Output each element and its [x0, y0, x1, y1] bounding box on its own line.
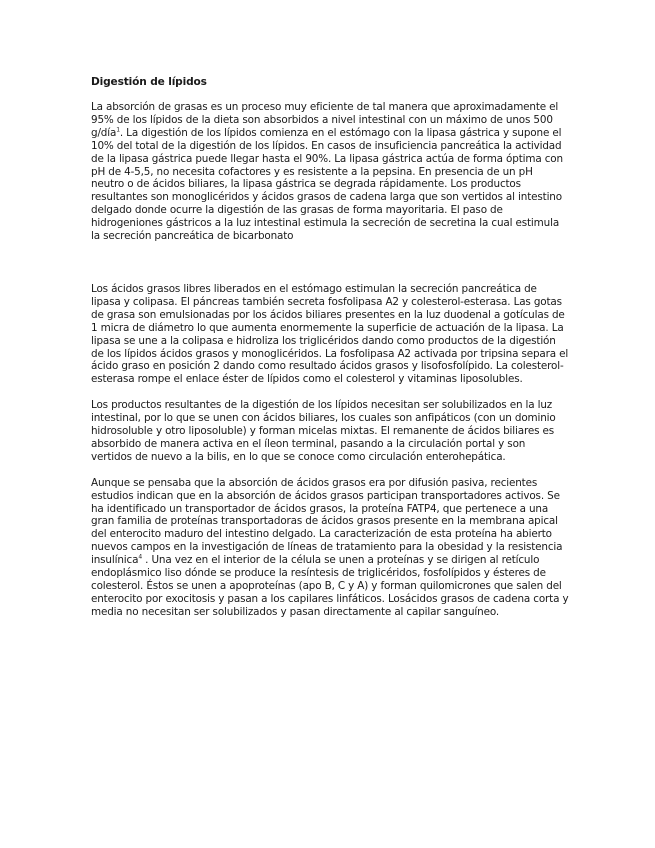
- paragraph-4: [91, 477, 569, 619]
- paragraph-4-text-cont: . Una vez en el interior de la célula se unen a proteínas y se dirigen al retículo endoplásmico liso dónde se produce la resíntesis de triglicéridos, fosfolípidos y ésteres de colesterol. Éstos se unen a apoproteínas (apo B, C y A) y forman quilomicrones que salen del enterocito por exocitosis y pasan a los capilares linfáticos. Losácidos grasos de cadena corta y media no necesitan ser solubilizados y pasan directamente al capilar sanguíneo.: [91, 554, 569, 618]
- footnote-ref-1: 1: [116, 126, 120, 134]
- footnote-ref-4: 4: [138, 553, 142, 561]
- paragraph-1-text: La absorción de grasas es un proceso muy eficiente de tal manera que aproximadamente el 95% de los lípidos de la dieta son absorbidos a nivel intestinal con un máximo de unos 500 g/día: [91, 101, 559, 139]
- paragraph-1-text-cont: . La digestión de los lípidos comienza en el estómago con la lipasa gástrica y supone el 10% del total de la digestión de los lípidos. En casos de insuficiencia pancreática la actividad de la lipasa gástrica puede llegar hasta el 90%. La lipasa gástrica actúa de forma óptima con pH de 4-5,5, no necesita cofactores y es resistente a la pepsina. En presencia de un pH neutro o de ácidos biliares, la lipasa gástrica se degrada rápidamente. Los productos resultantes son monoglicéridos y ácidos grasos de cadena larga que son vertidos al intestino delgado donde ocurre la digestión de las grasas de forma mayoritaria. El paso de hidrogeniones gástricos a la luz intestinal estimula la secreción de secretina la cual estimula la secreción pancreática de bicarbonato: [91, 126, 563, 243]
- document-title: Digestión de lípidos: [91, 76, 207, 88]
- paragraph-3: Los productos resultantes de la digestión de los lípidos necesitan ser solubilizados en la luz intestinal, por lo que se unen con ácidos biliares, los cuales son anfipáticos (con un dominio hidrosoluble y otro liposoluble) y forman micelas mixtas. El remanente de ácidos biliares es absorbido de manera activa en el íleon terminal, pasando a la circulación portal y son vertidos de nuevo a la bilis, en lo que se conoce como circulación enterohepática.: [91, 399, 556, 463]
- paragraph-2: Los ácidos grasos libres liberados en el estómago estimulan la secreción pancreática de lipasa y colipasa. El páncreas también secreta fosfolipasa A2 y colesterol-esterasa. Las gotas de grasa son emulsionadas por los ácidos biliares presentes en la luz duodenal a gotículas de 1 micra de diámetro lo que aumenta enormemente la superficie de actuación de la lipasa. La lipasa se une a la colipasa e hidroliza los triglicéridos dando como productos de la digestión de los lípidos ácidos grasos y monoglicéridos. La fosfolipasa A2 activada por tripsina separa el ácido graso en posición 2 dando como resultado ácidos grasos y lisofosfolípido. La colesterol-esterasa rompe el enlace éster de lípidos como el colesterol y vitaminas liposolubles.: [91, 282, 569, 386]
- paragraph-4-text: Aunque se pensaba que la absorción de ácidos grasos era por difusión pasiva, recientes estudios indican que en la absorción de ácidos grasos participan transportadores activos. Se ha identificado un transportador de ácidos grasos, la proteína FATP4, que pertenece a una gran familia de proteínas transportadoras de ácidos grasos presente en la membrana apical del enterocito maduro del intestino delgado. La caracterización de esta proteína ha abierto nuevos campos en la investigación de líneas de tratamiento para la obesidad y la resistencia insulínica: [91, 476, 563, 567]
- document-page: [91, 76, 569, 619]
- paragraph-1: [91, 101, 569, 243]
